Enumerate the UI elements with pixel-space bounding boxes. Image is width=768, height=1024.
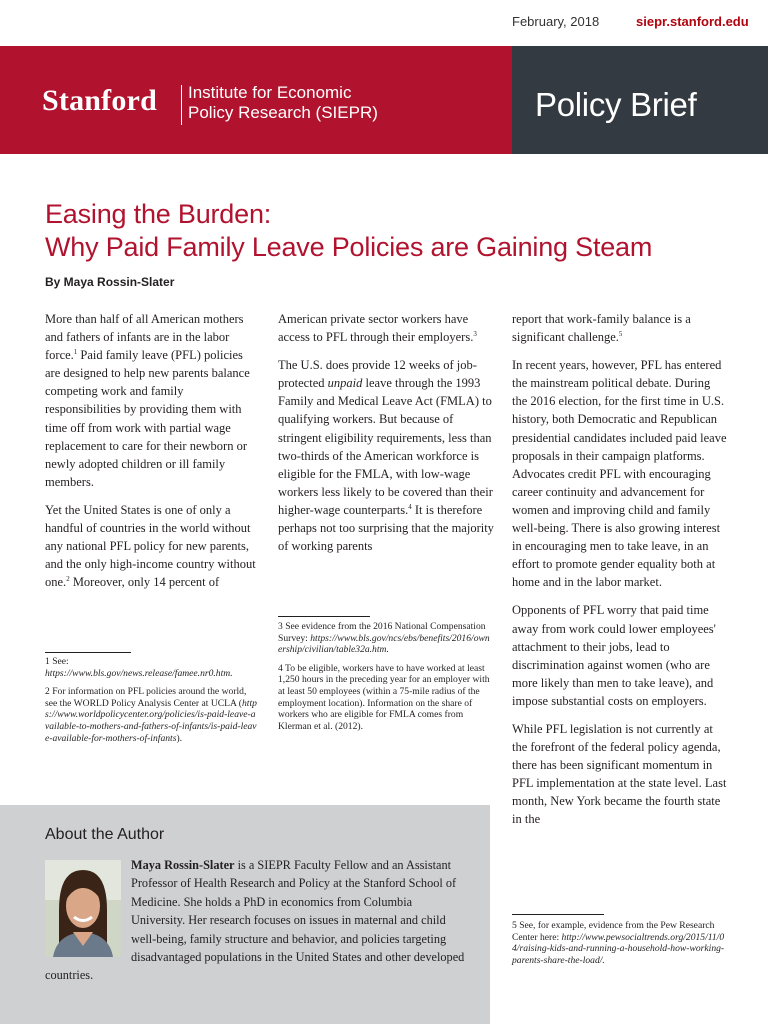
- footnote-link[interactable]: https://www.bls.gov/ncs/ebs/benefits/2016/ownership/civilian/table32a.htm.: [278, 632, 490, 656]
- emphasis: unpaid: [327, 376, 363, 391]
- body-column-3: [512, 310, 728, 839]
- footnote-link[interactable]: https://www.worldpolicycenter.org/policies/is-paid-leave-available-to-mothers-and-fathers-of-infants/is-paid-leave-available-for-mothers-of-infants: [45, 697, 257, 744]
- text: report that work-family balance is a significant challenge.: [512, 312, 691, 345]
- footnote-ref: 1: [73, 348, 78, 357]
- body-column-1: [45, 310, 260, 601]
- author-bio: [45, 856, 465, 985]
- footnote: [45, 656, 257, 679]
- text: 5 See, for example, evidence from the Pew Research Center here:: [512, 920, 715, 943]
- text: It is therefore perhaps not too surprising that the majority of working parents: [278, 502, 494, 554]
- logo-divider: [181, 85, 182, 125]
- paragraph: Opponents of PFL worry that paid time away from work could lower employees' attachment to their jobs, lead to discrimination against women (who are more likely than men to take leave), and impose substantial costs on employers.: [512, 603, 716, 708]
- institute-line-1: Institute for Economic: [188, 83, 352, 102]
- footnote: [512, 920, 726, 966]
- footnotes-column-2: [278, 621, 492, 739]
- footnote: [45, 686, 257, 744]
- text: 3 See evidence from the 2016 National Compensation Survey:: [278, 621, 486, 644]
- article-title: [45, 198, 745, 264]
- paragraph: [45, 501, 260, 591]
- paragraph: While PFL legislation is not currently at the forefront of the federal policy agenda, there has been significant momentum in PFL implementation at the state level. Last month, New York became the fourth state in the: [512, 721, 727, 827]
- bio-text: is a SIEPR Faculty Fellow and an Assistant Professor of Health Research and Policy at the Stanford School of Medicine. She holds a PhD in economics from Columbia University. Her research focuses on issues in maternal and child well-being, family structure and behavior, and policies targeting disadvantaged populations in the United States and other developed countries.: [45, 858, 465, 983]
- paragraph: In recent years, however, PFL has entered the mainstream political debate. During the 2016 election, for the first time in U.S. history, both Democratic and Republican presidential candidates included paid leave proposals in their campaign platforms. Advocates credit PFL with encouraging career continuity and advancement for women and improving child and family well-being. There is also growing interest in encouraging men to take leave, in an effort to promote gender equality both at home and in the labor market.: [512, 358, 727, 590]
- paragraph: [278, 310, 496, 346]
- footnotes-column-1: [45, 656, 257, 751]
- body-column-2: [278, 310, 496, 565]
- institute-name: [188, 83, 378, 123]
- text: More than half of all American mothers and fathers of infants are in the labor force.: [45, 312, 244, 363]
- text: ).: [176, 732, 183, 744]
- paragraph: [45, 310, 260, 491]
- text: The U.S. does provide 12 weeks of job-protected: [278, 358, 477, 391]
- byline: By Maya Rossin-Slater: [45, 275, 175, 289]
- footnote-link[interactable]: https://www.bls.gov/news.release/famee.nr0.htm.: [45, 667, 233, 679]
- publication-date: February, 2018: [512, 14, 600, 29]
- text: American private sector workers have access to PFL through their employers.: [278, 312, 474, 345]
- footnote-ref: 5: [618, 329, 623, 338]
- paragraph: [512, 310, 728, 346]
- footnote: [278, 621, 492, 656]
- footnote-ref: 2: [66, 575, 70, 584]
- photo-spacer: [45, 856, 131, 954]
- policy-brief-label: Policy Brief: [535, 86, 697, 123]
- footnote-rule: [278, 616, 370, 617]
- text: Paid family leave (PFL) policies are designed to help new parents balance competing work and family responsibilities by providing them with time off from work with partial wage replacement to care for their newborn or newly adopted children or ill family members.: [45, 348, 250, 489]
- text: Yet the United States is one of only a handful of countries in the world without any national PFL policy for new parents, and the only high-income country without one.: [45, 502, 256, 590]
- footnote-ref: 4: [408, 502, 412, 511]
- about-author-heading: About the Author: [45, 826, 165, 843]
- footnote: 4 To be eligible, workers have to have worked at least 1,250 hours in the preceding year for an employer with at least 50 employees (within a 75-mile radius of the employment location). Information on the share of workers who are eligible for FMLA comes from Klerman et al. (2012).: [278, 662, 490, 732]
- paragraph: [278, 356, 496, 555]
- footnote-rule: [512, 914, 604, 915]
- stanford-logo: Stanford: [42, 84, 157, 117]
- author-name: Maya Rossin-Slater: [131, 858, 235, 872]
- text: 1 See:: [45, 656, 69, 667]
- footnotes-column-3: [512, 920, 726, 973]
- website-link[interactable]: siepr.stanford.edu: [636, 14, 749, 29]
- text: leave through the 1993 Family and Medical Leave Act (FMLA) to qualifying workers. But because of stringent eligibility requirements, less than two-thirds of the American workforce is eligible for the FMLA, with low-wage workers less likely to be covered than their higher-wage counterparts.: [278, 376, 493, 517]
- text: Moreover, only 14 percent of: [69, 575, 220, 590]
- title-line-2: Why Paid Family Leave Policies are Gaining Steam: [45, 232, 653, 262]
- text: 2 For information on PFL policies around the world, see the WORLD Policy Analysis Center at UCLA (: [45, 686, 247, 709]
- footnote-ref: 3: [473, 329, 477, 338]
- title-line-1: Easing the Burden:: [45, 199, 272, 229]
- footnote-link[interactable]: http://www.pewsocialtrends.org/2015/11/04/raising-kids-and-running-a-household-how-working-parents-share-the-load/.: [512, 931, 725, 966]
- footnote-rule: [45, 652, 131, 653]
- institute-line-2: Policy Research (SIEPR): [188, 103, 378, 122]
